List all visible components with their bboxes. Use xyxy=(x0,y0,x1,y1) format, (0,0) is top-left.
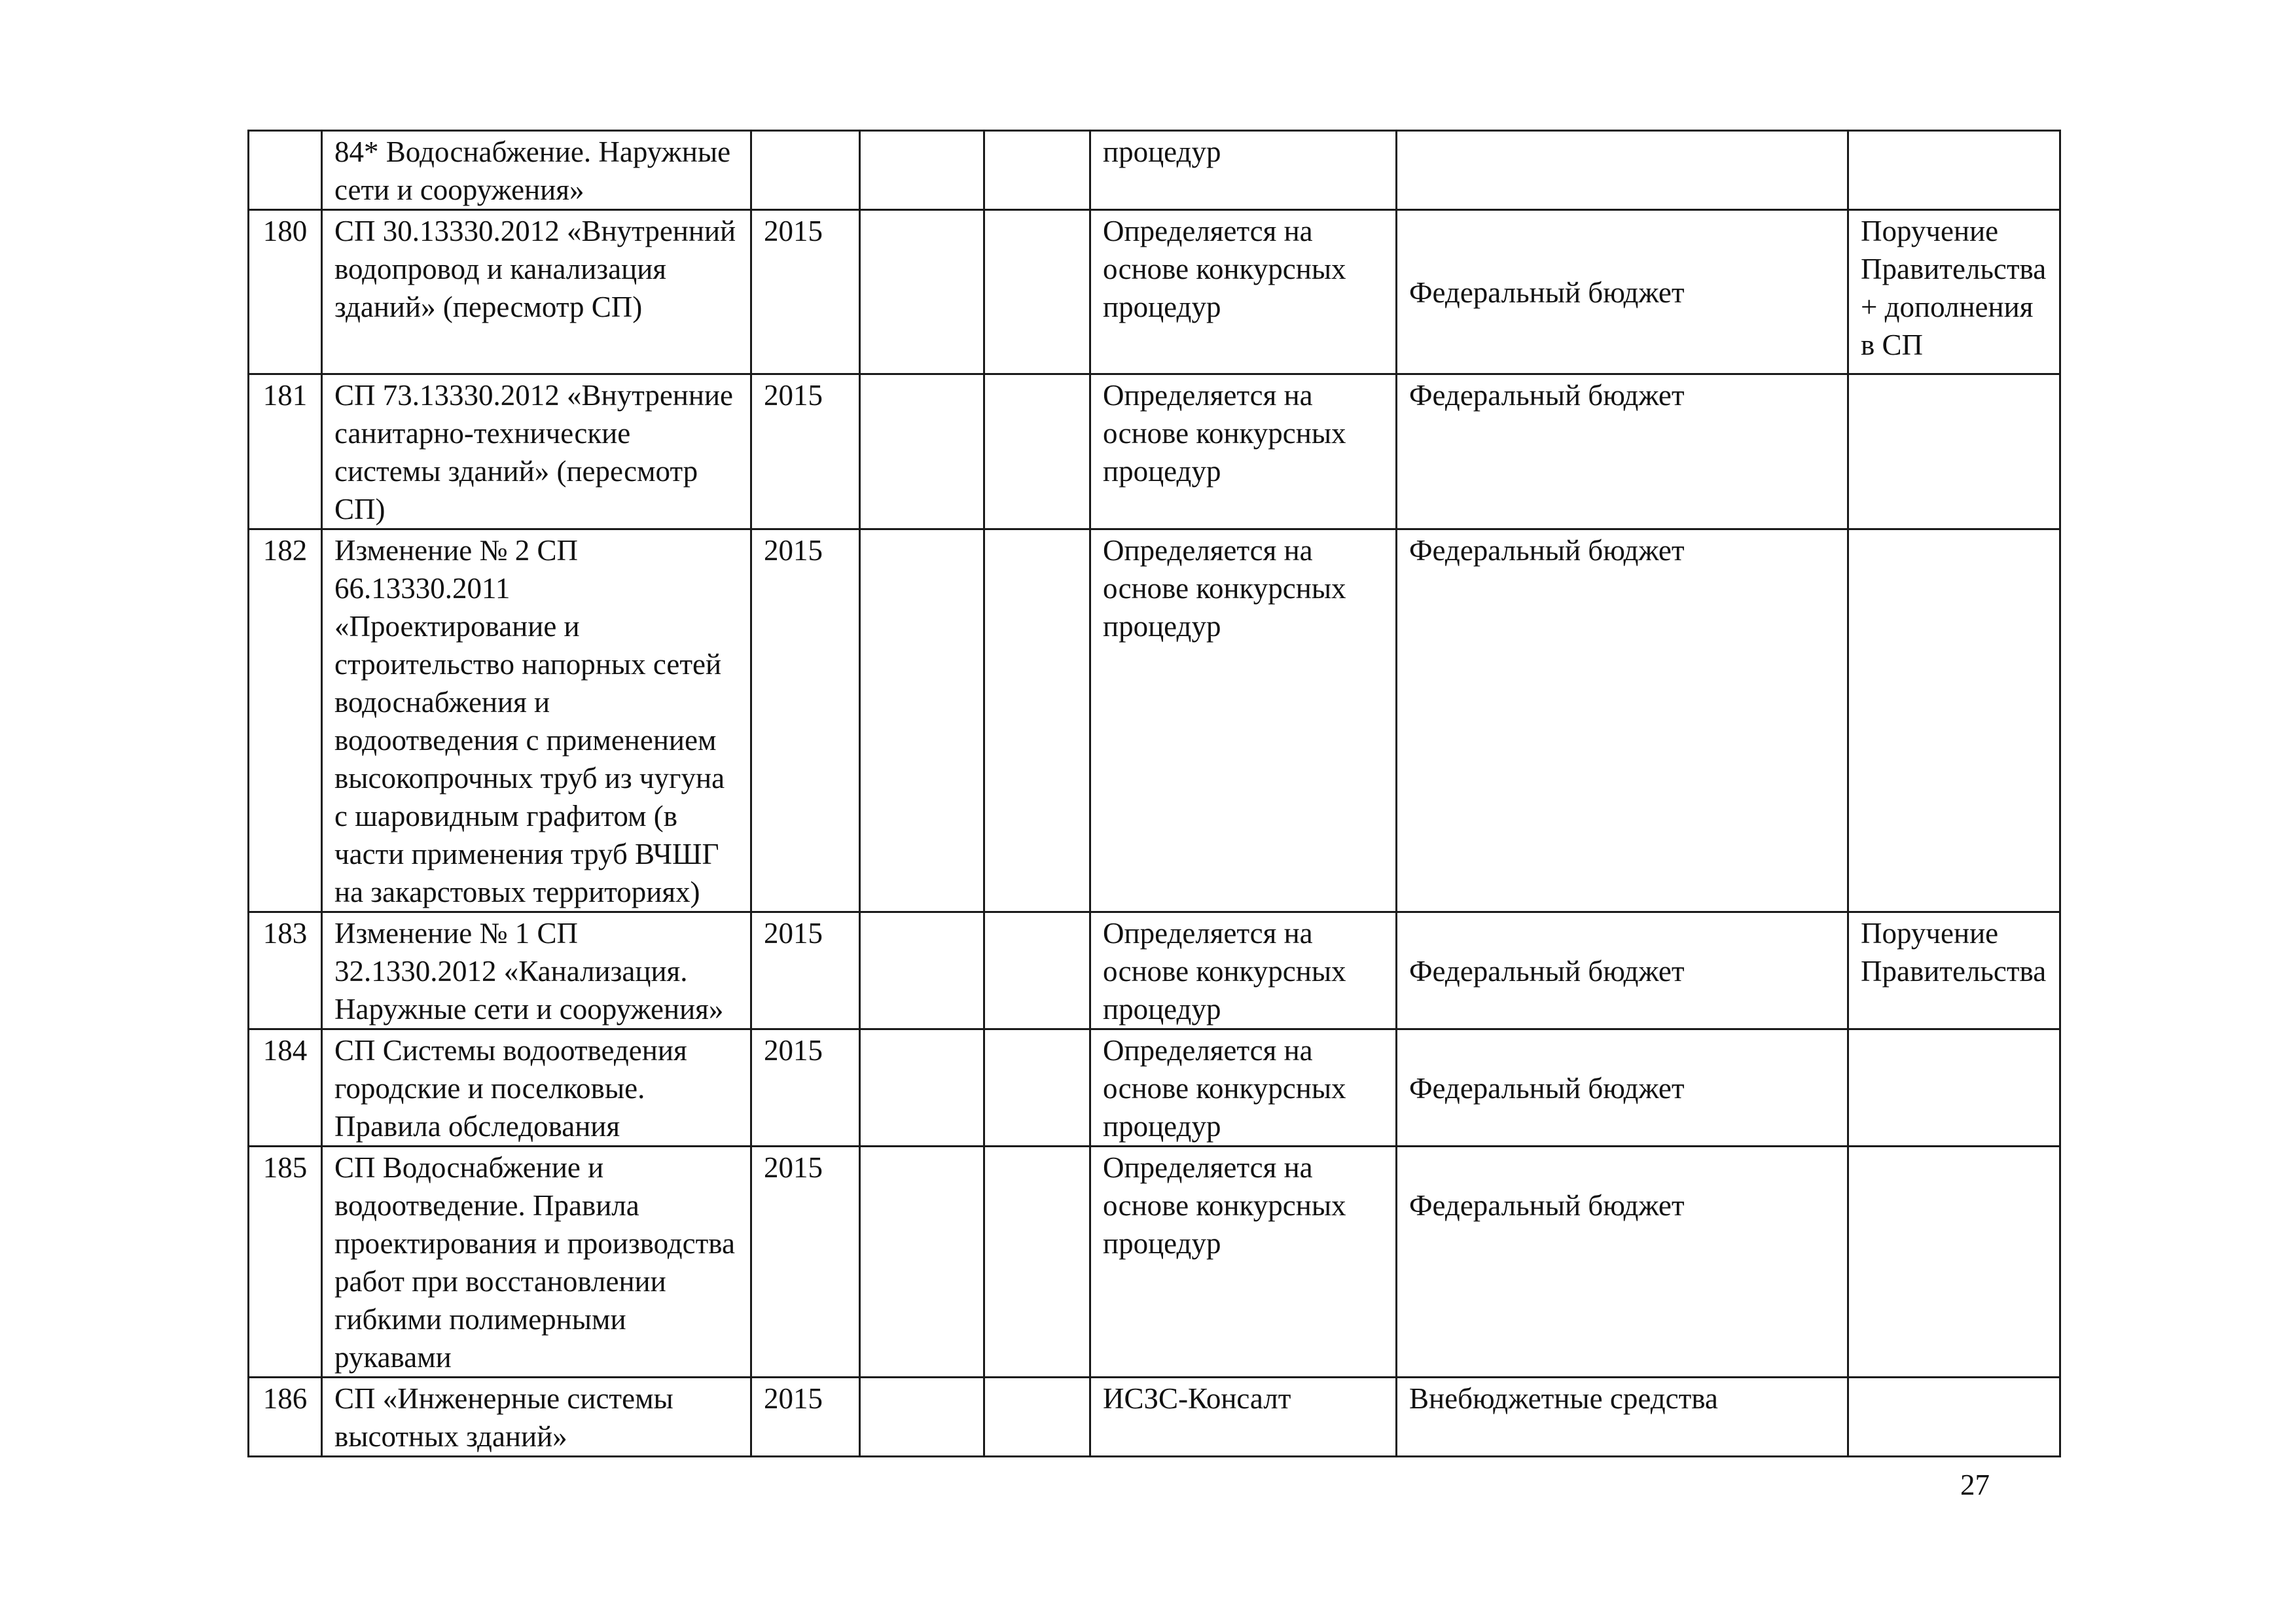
row-year: 2015 xyxy=(751,1147,860,1378)
row-number: 184 xyxy=(249,1029,322,1147)
row-col5 xyxy=(984,210,1090,374)
row-col4 xyxy=(860,1378,984,1457)
row-col5 xyxy=(984,1029,1090,1147)
plan-table xyxy=(247,130,2061,1457)
row-executor: Определяется на основе конкурсных процедур xyxy=(1090,1147,1397,1378)
row-executor: Определяется на основе конкурсных процедур xyxy=(1090,1029,1397,1147)
row-executor: ИСЗС-Консалт xyxy=(1090,1378,1397,1457)
table-row xyxy=(249,1029,2060,1147)
row-title: 84* Водоснабжение. Наружные сети и сооружения» xyxy=(322,131,751,210)
row-executor: Определяется на основе конкурсных процедур xyxy=(1090,912,1397,1029)
row-basis xyxy=(1848,1029,2060,1147)
row-year xyxy=(751,131,860,210)
row-title: СП Водоснабжение и водоотведение. Правила проектирования и производства работ при восстановлении гибкими полимерными рукавами xyxy=(322,1147,751,1378)
row-title: Изменение № 1 СП 32.1330.2012 «Канализация. Наружные сети и сооружения» xyxy=(322,912,751,1029)
row-year: 2015 xyxy=(751,529,860,912)
row-executor: Определяется на основе конкурсных процедур xyxy=(1090,210,1397,374)
row-number xyxy=(249,131,322,210)
row-col4 xyxy=(860,131,984,210)
row-number: 180 xyxy=(249,210,322,374)
row-funding: Федеральный бюджет xyxy=(1397,1029,1848,1147)
row-col5 xyxy=(984,529,1090,912)
row-funding: Федеральный бюджет xyxy=(1397,374,1848,529)
row-year: 2015 xyxy=(751,210,860,374)
row-title: СП «Инженерные системы высотных зданий» xyxy=(322,1378,751,1457)
row-number: 185 xyxy=(249,1147,322,1378)
row-col4 xyxy=(860,374,984,529)
row-col4 xyxy=(860,529,984,912)
row-funding: Федеральный бюджет xyxy=(1397,912,1848,1029)
row-year: 2015 xyxy=(751,912,860,1029)
row-col5 xyxy=(984,374,1090,529)
row-number: 181 xyxy=(249,374,322,529)
row-col5 xyxy=(984,1147,1090,1378)
row-basis: Поручение Правительства + дополнения в СП xyxy=(1848,210,2060,374)
table-row xyxy=(249,374,2060,529)
row-number: 182 xyxy=(249,529,322,912)
row-executor: процедур xyxy=(1090,131,1397,210)
table-row xyxy=(249,210,2060,374)
row-funding: Федеральный бюджет xyxy=(1397,529,1848,912)
row-basis xyxy=(1848,1147,2060,1378)
row-title: СП Системы водоотведения городские и поселковые. Правила обследования xyxy=(322,1029,751,1147)
row-col4 xyxy=(860,1147,984,1378)
row-basis xyxy=(1848,131,2060,210)
row-col5 xyxy=(984,131,1090,210)
table-row xyxy=(249,529,2060,912)
row-funding: Федеральный бюджет xyxy=(1397,1147,1848,1378)
row-col4 xyxy=(860,1029,984,1147)
table-row xyxy=(249,1378,2060,1457)
row-number: 186 xyxy=(249,1378,322,1457)
row-col4 xyxy=(860,912,984,1029)
row-col5 xyxy=(984,912,1090,1029)
table-row xyxy=(249,912,2060,1029)
row-title: Изменение № 2 СП 66.13330.2011 «Проектирование и строительство напорных сетей водоснабжения и водоотведения с применением высокопрочных труб из чугуна с шаровидным графитом (в части применения труб ВЧШГ на закарстовых территориях) xyxy=(322,529,751,912)
row-year: 2015 xyxy=(751,1378,860,1457)
row-year: 2015 xyxy=(751,1029,860,1147)
row-funding: Внебюджетные средства xyxy=(1397,1378,1848,1457)
row-funding xyxy=(1397,131,1848,210)
row-basis xyxy=(1848,529,2060,912)
row-title: СП 30.13330.2012 «Внутренний водопровод и канализация зданий» (пересмотр СП) xyxy=(322,210,751,374)
table-row xyxy=(249,1147,2060,1378)
row-title: СП 73.13330.2012 «Внутренние санитарно-технические системы зданий» (пересмотр СП) xyxy=(322,374,751,529)
row-number: 183 xyxy=(249,912,322,1029)
row-col5 xyxy=(984,1378,1090,1457)
table-row xyxy=(249,131,2060,210)
page-number: 27 xyxy=(1960,1469,1990,1501)
row-year: 2015 xyxy=(751,374,860,529)
row-executor: Определяется на основе конкурсных процедур xyxy=(1090,374,1397,529)
row-basis xyxy=(1848,1378,2060,1457)
row-executor: Определяется на основе конкурсных процедур xyxy=(1090,529,1397,912)
row-basis xyxy=(1848,374,2060,529)
row-funding: Федеральный бюджет xyxy=(1397,210,1848,374)
row-basis: Поручение Правительства xyxy=(1848,912,2060,1029)
row-col4 xyxy=(860,210,984,374)
